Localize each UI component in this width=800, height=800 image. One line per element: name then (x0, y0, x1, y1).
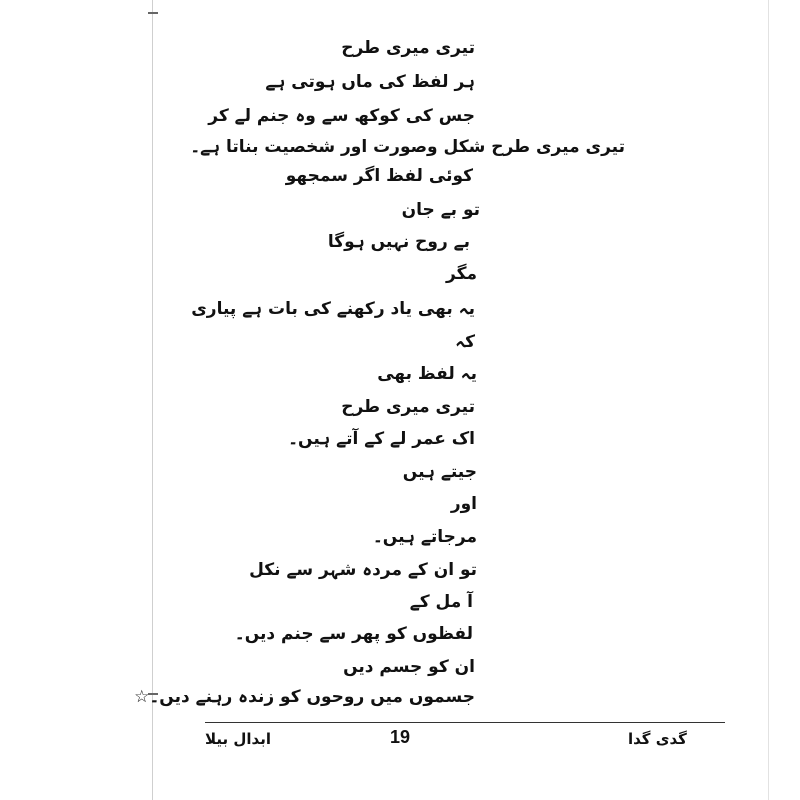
poem-line: جیتے ہیں (402, 462, 477, 482)
poem-line: جسموں میں روحوں کو زندہ رہنے دیں۔☆ (134, 687, 475, 707)
poem-line: لفظوں کو پھر سے جنم دیں۔ (234, 624, 473, 644)
poem-line: کہ (455, 332, 475, 352)
poem-line: بے روح نہیں ہوگا (327, 232, 470, 252)
footer-rule (205, 722, 725, 723)
author-name: ابدال بیلا (205, 730, 271, 748)
poem-line: جس کی کوکھ سے وہ جنم لے کر (208, 106, 475, 126)
poem-line: کوئی لفظ اگر سمجھو (285, 166, 473, 186)
page-edge-right (768, 0, 769, 800)
poem-line: تیری میری طرح (341, 397, 475, 417)
poem-line: اور (450, 494, 477, 514)
book-title: گدی گدا (628, 730, 687, 748)
poem-line: ان کو جسم دیں (343, 657, 475, 677)
poem-line: تیری میری طرح شکل وصورت اور شخصیت بناتا ہے۔ (190, 137, 625, 157)
margin-mark (148, 12, 158, 14)
poem-line: اک عمر لے کے آتے ہیں۔ (288, 429, 475, 449)
page-edge-left (152, 0, 153, 800)
poem-line: یہ بھی یاد رکھنے کی بات ہے پیاری (191, 299, 475, 319)
poem-line: آ مل کے (409, 592, 473, 612)
page-number: 19 (389, 727, 411, 747)
poem-line: تو ان کے مردہ شہر سے نکل (249, 560, 477, 580)
poem-line: یہ لفظ بھی (377, 364, 477, 384)
poem-line: تو بے جان (401, 200, 480, 220)
poem-line: مرجاتے ہیں۔ (372, 527, 477, 547)
poem-line: مگر (446, 264, 477, 284)
poem-line: ہر لفظ کی ماں ہوتی ہے (265, 72, 475, 92)
poem-line: تیری میری طرح (341, 38, 475, 58)
